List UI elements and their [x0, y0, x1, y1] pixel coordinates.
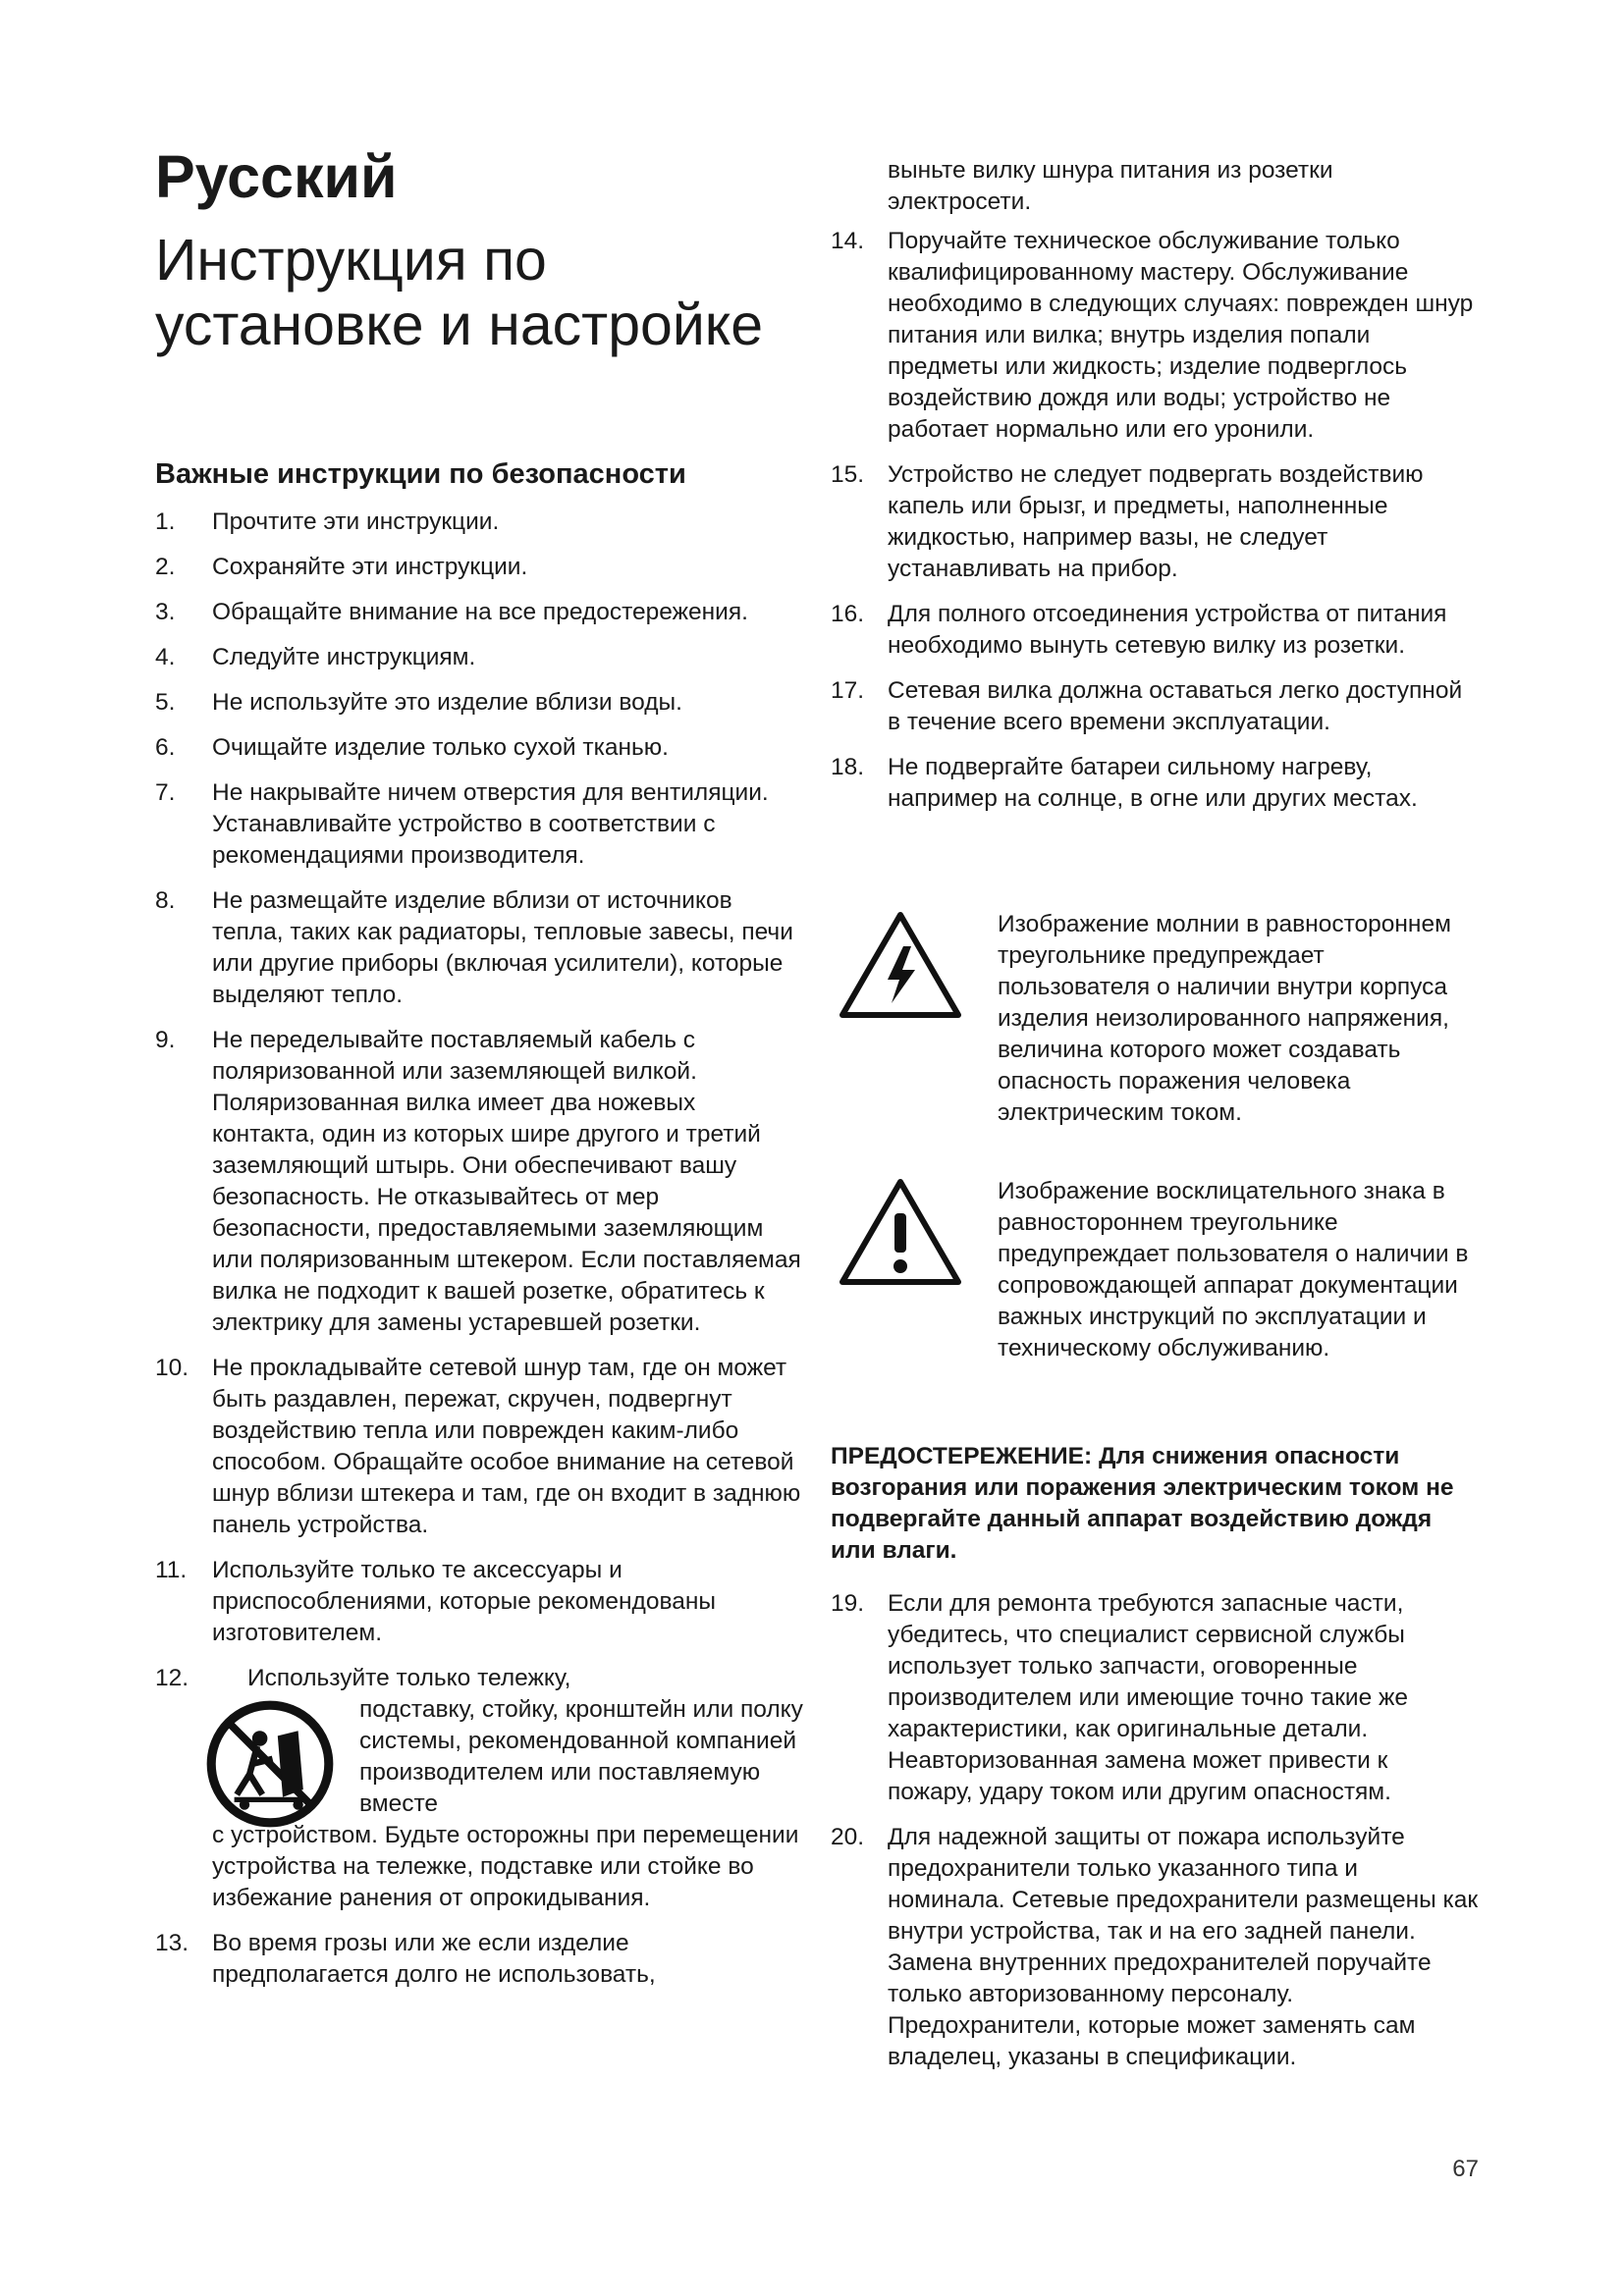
- item-text: Не используйте это изделие вблизи воды.: [212, 689, 682, 716]
- list-item: [831, 599, 1479, 662]
- item-number: 17.: [831, 677, 865, 704]
- item-number: 18.: [831, 754, 865, 780]
- lightning-triangle-icon: [837, 909, 964, 1022]
- item-text: Поручайте техническое обслуживание только квалифицированному мастеру. Обслуживание необходимо в следующих случаях: поврежден шнур питания или вилка; внутрь изделия попали предметы или жидкость; изделие подверглось воздействию дождя или воды; устройство не работает нормально или его уронили.: [888, 228, 1474, 443]
- item-number: 20.: [831, 1824, 865, 1850]
- caution-notice: ПРЕДОСТЕРЕЖЕНИЕ: Для снижения опасности возгорания или поражения электрическим током не подвергайте данный аппарат воздействию дождя или влаги.: [831, 1443, 1454, 1564]
- cart-tipover-icon: [206, 1700, 334, 1828]
- safety-list-left: [155, 507, 803, 2004]
- item-number: 9.: [155, 1027, 176, 1053]
- item-text: Не переделывайте поставляемый кабель с поляризованной или заземляющей вилкой. Поляризованная вилка имеет два ножевых контакта, один из которых шире другого и третий заземляющий штырь. Они обеспечивают вашу безопасность. Не отказывайтесь от мер безопасности, предоставляемыми заземляющим или поляризованным штекером. Если поставляемая вилка не подходит к вашей розетке, обратитесь к электрику для замены устаревшей розетки.: [212, 1027, 801, 1336]
- list-item: [155, 1555, 803, 1649]
- list-item: [155, 687, 803, 719]
- item-number: 11.: [155, 1557, 188, 1583]
- lightning-warning-text: Изображение молнии в равностороннем треугольнике предупреждает пользователя о наличии внутри корпуса изделия неизолированного напряжения, величина которого может создавать опасность поражения человека электрическим током.: [998, 911, 1451, 1126]
- item-number: 13.: [155, 1930, 189, 1956]
- list-item: [831, 459, 1479, 585]
- item-text: Используйте только тележку,: [247, 1665, 571, 1691]
- item-number: 14.: [831, 228, 865, 254]
- item-text: Если для ремонта требуются запасные части, убедитесь, что специалист сервисной службы использует только запчасти, оговоренные производителем или имеющие точно такие же характеристики, как оригинальные детали. Неавторизованная замена может привести к пожару, удару током или другим опасностям.: [888, 1590, 1409, 1805]
- list-item: [155, 642, 803, 673]
- item-number: 19.: [831, 1590, 865, 1617]
- safety-list-right: [831, 226, 1479, 828]
- item-text: Не подвергайте батареи сильному нагреву, например на солнце, в огне или других местах.: [888, 754, 1418, 812]
- item-number: 12.: [155, 1665, 189, 1691]
- list-item: [831, 1588, 1479, 1808]
- list-item: [155, 507, 803, 538]
- item-number: 3.: [155, 599, 176, 625]
- item-text: Во время грозы или же если изделие предполагается долго не использовать,: [212, 1930, 656, 1988]
- exclamation-triangle-icon: [837, 1176, 964, 1289]
- item-number: 10.: [155, 1355, 189, 1381]
- item-number: 8.: [155, 887, 176, 914]
- list-item: [155, 597, 803, 628]
- list-item: [155, 732, 803, 764]
- section-title: Важные инструкции по безопасности: [155, 458, 686, 490]
- safety-list-right-2: [831, 1588, 1479, 2087]
- item-text: с устройством. Будьте осторожны при перемещении устройства на тележке, подставке или стойке во избежание ранения от опрокидывания.: [212, 1822, 799, 1911]
- item-number: 15.: [831, 461, 865, 488]
- list-item: [155, 777, 803, 872]
- item-text: Сохраняйте эти инструкции.: [212, 554, 528, 580]
- list-item: [831, 675, 1479, 738]
- item-text: Не накрывайте ничем отверстия для вентиляции. Устанавливайте устройство в соответствии с рекомендациями производителя.: [212, 779, 769, 869]
- item-text: Устройство не следует подвергать воздействию капель или брызг, и предметы, наполненные жидкостью, например вазы, не следует устанавливать на прибор.: [888, 461, 1424, 582]
- item-text: Не размещайте изделие вблизи от источников тепла, таких как радиаторы, тепловые завесы, печи или другие приборы (включая усилители), которые выделяют тепло.: [212, 887, 793, 1008]
- list-item-cart: [155, 1663, 803, 1914]
- item-text: Не прокладывайте сетевой шнур там, где он может быть раздавлен, пережат, скручен, подвергнут воздействию тепла или поврежден каким-либо способом. Обращайте особое внимание на сетевой шнур вблизи штекера и там, где он входит в заднюю панель устройства.: [212, 1355, 801, 1538]
- list-item: [155, 1928, 803, 1991]
- item-number: 5.: [155, 689, 176, 716]
- item-number: 4.: [155, 644, 176, 670]
- item-text: Используйте только те аксессуары и приспособлениями, которые рекомендованы изготовителем.: [212, 1557, 716, 1646]
- exclamation-warning-text: Изображение восклицательного знака в равностороннем треугольнике предупреждает пользователя о наличии в сопровождающей аппарат документации важных инструкций по эксплуатации и техническому обслуживанию.: [998, 1178, 1469, 1362]
- language-heading: Русский: [155, 143, 398, 210]
- list-item: [831, 752, 1479, 815]
- item-text: Обращайте внимание на все предостережения.: [212, 599, 748, 625]
- item-text: подставку, стойку, кронштейн или полку системы, рекомендованной компанией производителем или поставляемую вместе: [359, 1696, 803, 1817]
- page-number: 67: [1452, 2156, 1479, 2182]
- item-number: 7.: [155, 779, 176, 806]
- item-number: 2.: [155, 554, 176, 580]
- item13-continuation: выньте вилку шнура питания из розетки электросети.: [888, 157, 1333, 215]
- list-item: [831, 1822, 1479, 2073]
- item-text: Для полного отсоединения устройства от питания необходимо вынуть сетевую вилку из розетки.: [888, 601, 1447, 659]
- list-item: [155, 885, 803, 1011]
- item-number: 16.: [831, 601, 865, 627]
- item-number: 1.: [155, 508, 176, 535]
- item-text: Очищайте изделие только сухой тканью.: [212, 734, 669, 761]
- item-text: Прочтите эти инструкции.: [212, 508, 500, 535]
- item-text: Для надежной защиты от пожара используйте предохранители только указанного типа и номинала. Сетевые предохранители размещены как внутри устройства, так и на его задней панели. Замена внутренних предохранителей поручайте только авторизованному персоналу. Предохранители, которые может заменять сам владелец, указаны в спецификации.: [888, 1824, 1479, 2070]
- list-item: [155, 1353, 803, 1541]
- list-item: [831, 226, 1479, 446]
- page-title: Инструкция по установке и настройке: [155, 228, 764, 357]
- item-text: Сетевая вилка должна оставаться легко доступной в течение всего времени эксплуатации.: [888, 677, 1463, 735]
- item-number: 6.: [155, 734, 176, 761]
- list-item: [155, 552, 803, 583]
- list-item: [155, 1025, 803, 1339]
- item-text: Следуйте инструкциям.: [212, 644, 476, 670]
